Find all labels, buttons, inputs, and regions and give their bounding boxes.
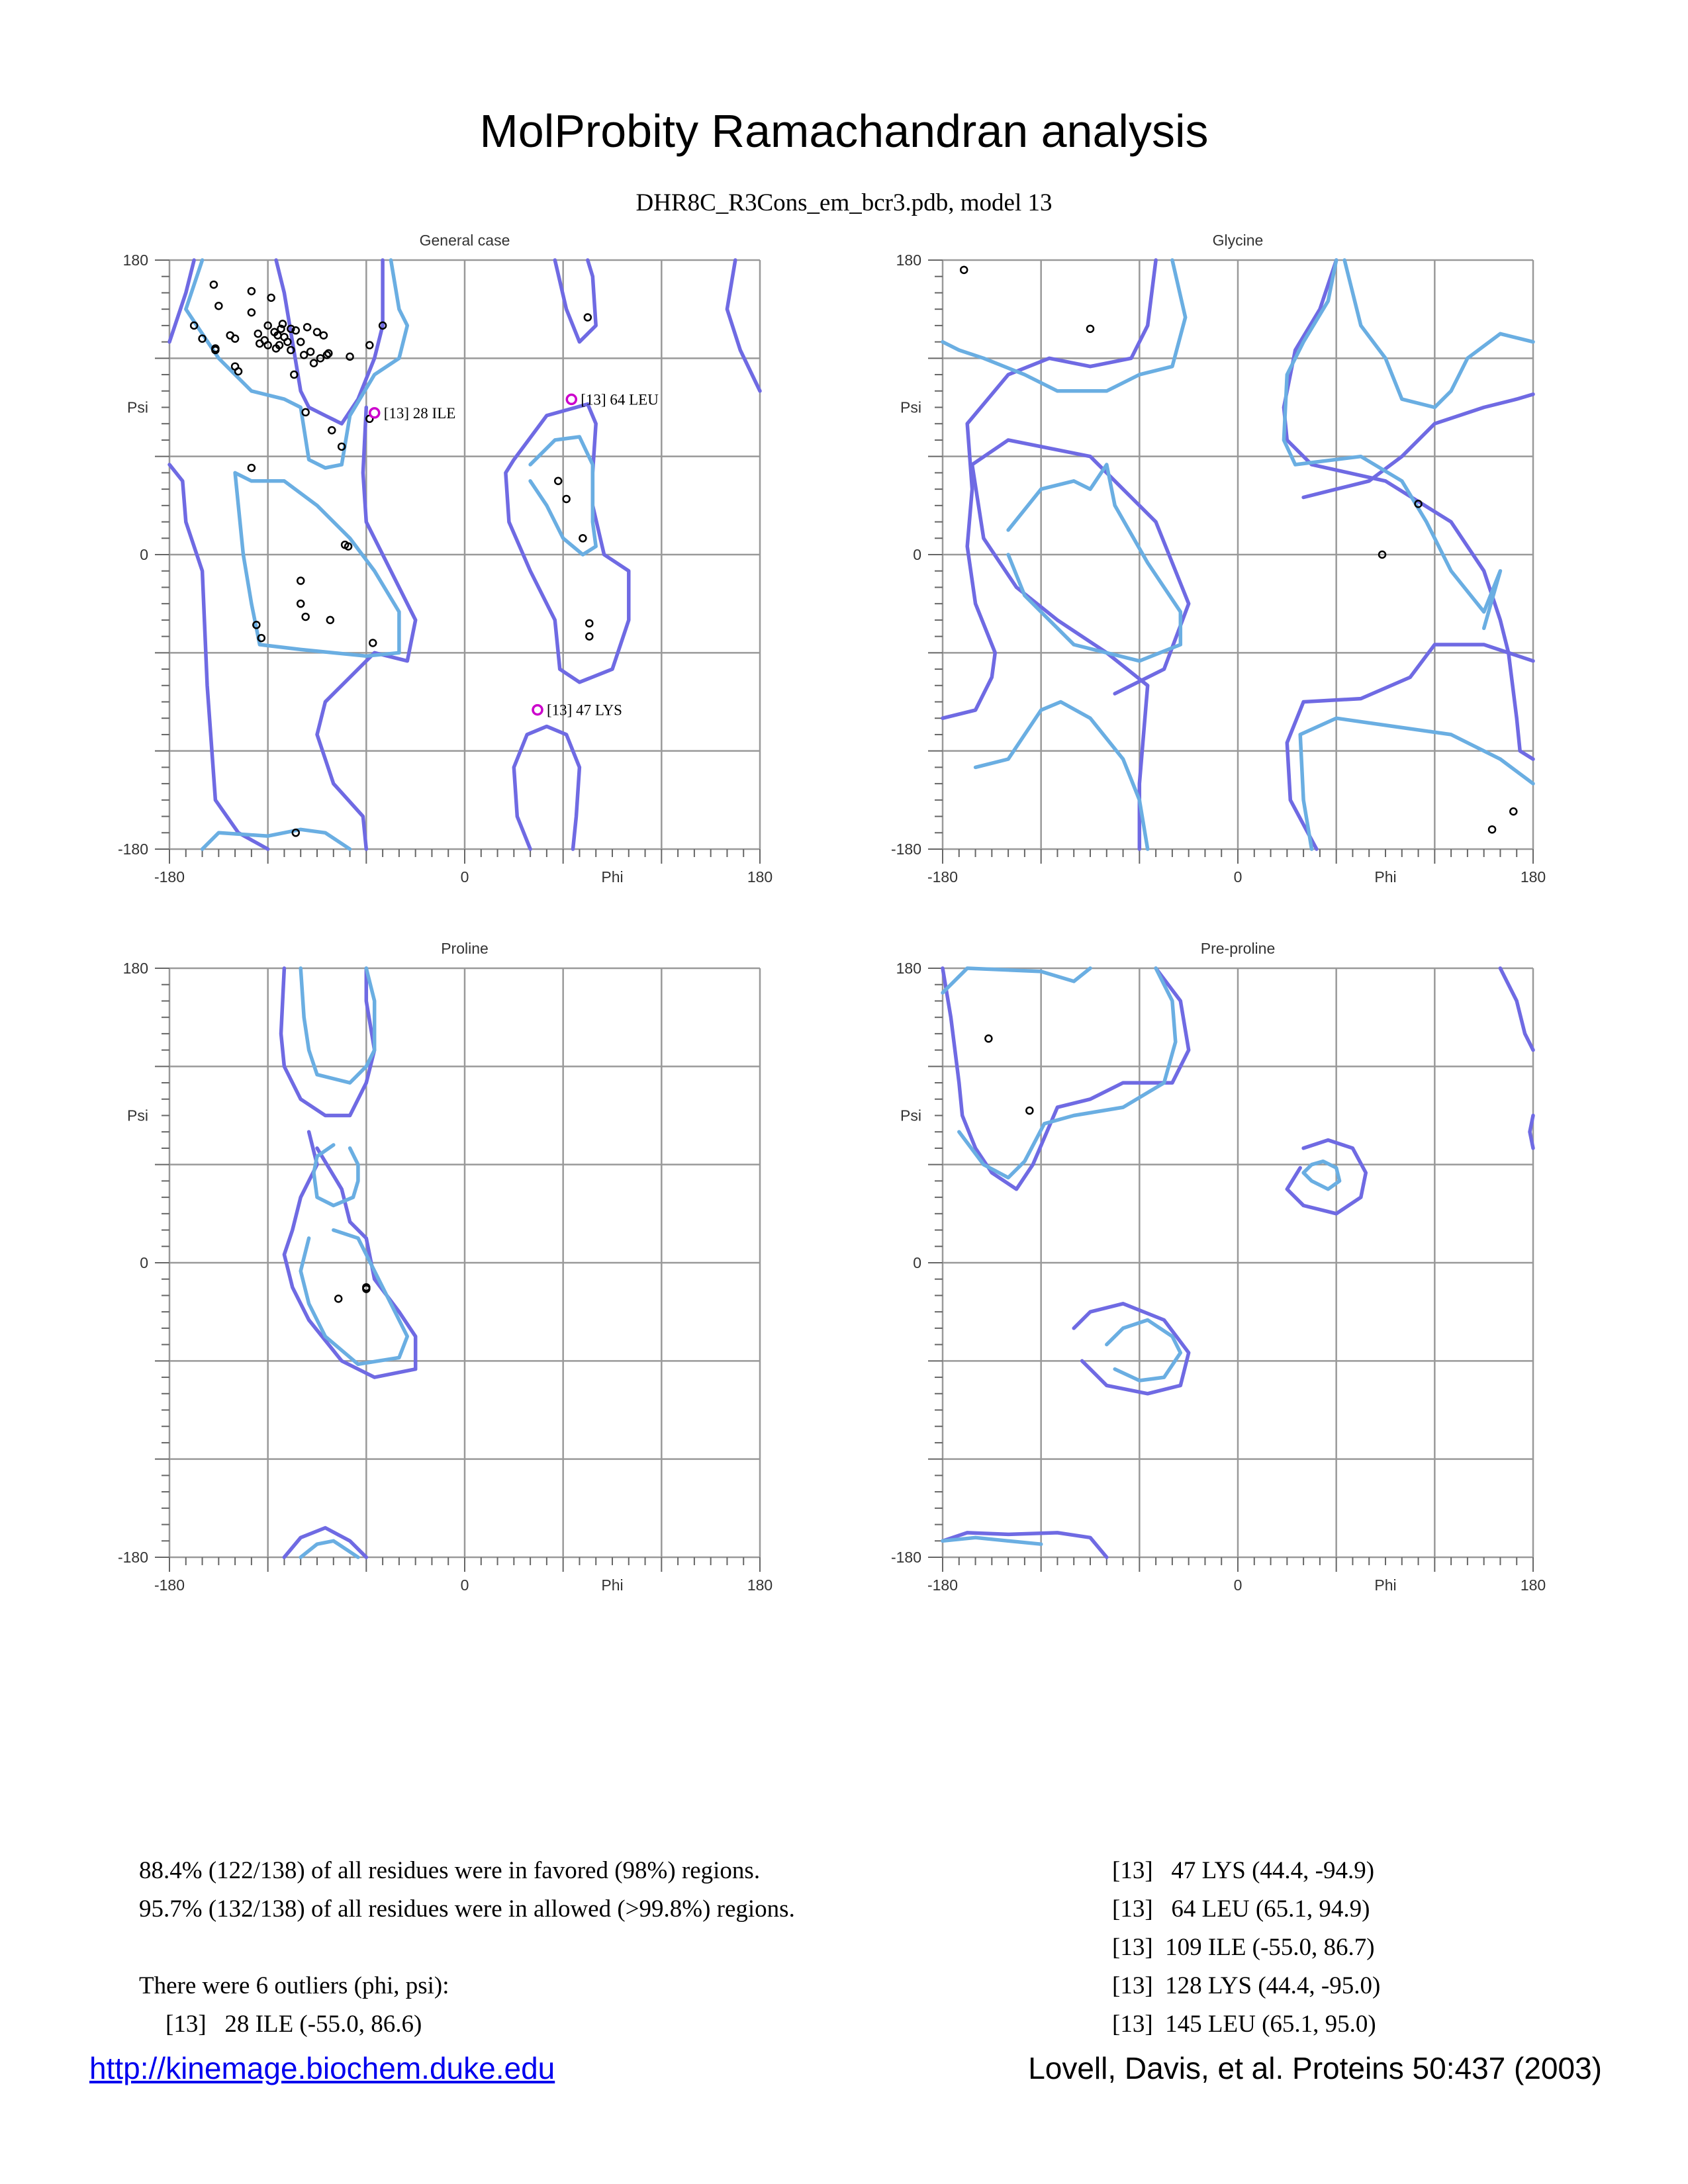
x-tick-label: 0 [1233,1576,1243,1594]
favored-contour [235,473,399,656]
page-title: MolProbity Ramachandran analysis [479,105,1209,157]
data-point [579,535,586,541]
y-tick-label: 180 [122,251,148,269]
data-point [297,578,304,584]
data-point [366,342,373,349]
data-point [585,314,591,321]
data-point [310,360,317,367]
favored-contour [943,1537,1041,1544]
data-point [563,496,570,502]
data-point [303,409,309,416]
outlier-item: [13] 128 LYS (44.4, -95.0) [1112,1972,1381,1999]
allowed-contour [1074,1304,1189,1394]
favored-contour [301,1541,358,1557]
x-tick-label: -180 [154,868,185,886]
data-point [961,267,967,273]
outlier-label: [13] 28 ILE [383,404,456,422]
outlier-point [567,394,576,404]
data-point [586,633,592,640]
data-point [268,295,275,301]
data-point [255,330,261,337]
allowed-contour [555,260,596,342]
allowed-contour [727,260,760,391]
favored-contour [1008,465,1180,661]
outlier-point [370,408,379,418]
x-tick-label: -180 [927,868,959,886]
outlier-point [533,705,542,715]
x-tick-label: 0 [460,1576,469,1594]
favored-contour [959,968,1176,1177]
data-point [1489,826,1495,833]
allowed-contour [1287,1140,1366,1214]
x-tick-label: 180 [747,868,773,886]
x-tick-label: -180 [927,1576,959,1594]
data-point [328,427,335,433]
data-point [1026,1107,1033,1114]
allowed-contour [169,465,268,849]
favored-stat: 88.4% (122/138) of all residues were in favored (98%) regions. [139,1857,761,1884]
outlier-item: [13] 64 LEU (65.1, 94.9) [1112,1895,1370,1923]
allowed-contour [1500,968,1533,1050]
data-point [211,281,217,288]
data-point [248,465,255,471]
data-point [1087,326,1094,332]
favored-contour [203,829,350,849]
panel-title: Glycine [1212,232,1264,249]
x-tick-label: 0 [460,868,469,886]
kinemage-link[interactable]: http://kinemage.biochem.duke.edu [89,2051,555,2085]
data-point [232,336,238,342]
y-tick-label: 180 [896,251,921,269]
x-axis-label: Phi [1374,1576,1397,1594]
y-axis-label: Psi [127,398,148,416]
data-point [235,368,242,375]
data-point [307,348,314,355]
stats-block [139,1852,795,2044]
page-subtitle: DHR8C_R3Cons_em_bcr3.pdb, model 13 [635,189,1053,216]
y-tick-label: -180 [117,1549,148,1566]
favored-contour [301,1230,407,1365]
x-tick-label: 0 [1233,868,1243,886]
data-point [325,350,332,357]
panel-title: Pre-proline [1200,940,1276,957]
rama-panel [118,940,773,1594]
data-point [555,478,561,484]
x-tick-label: 180 [1520,1576,1546,1594]
favored-contour [976,702,1148,850]
favored-contour [943,968,1090,993]
data-point [301,351,307,358]
y-tick-label: 180 [122,960,148,977]
data-point [297,339,304,345]
rama-panel [118,232,773,886]
rama-panel [891,940,1546,1594]
favored-contour [314,1145,358,1206]
x-tick-label: 180 [1520,868,1546,886]
outliers-header: There were 6 outliers (phi, psi): [139,1972,449,1999]
x-axis-label: Phi [601,1576,624,1594]
allowed-contour [943,1533,1107,1557]
data-point [304,324,310,330]
allowed-contour [943,968,1189,1189]
favored-contour [1303,1161,1340,1189]
x-tick-label: 180 [747,1576,773,1594]
y-axis-label: Psi [900,398,921,416]
outlier-item: [13] 145 LEU (65.1, 95.0) [1112,2011,1376,2038]
data-point [1510,808,1517,815]
x-axis-label: Phi [601,868,624,886]
y-tick-label: -180 [890,1549,921,1566]
allowed-contour [1303,394,1533,498]
data-point [303,614,309,620]
favored-contour [1344,260,1533,408]
data-point [335,1295,342,1302]
data-point [215,302,222,309]
citation: Lovell, Davis, et al. Proteins 50:437 (2003) [1028,2051,1602,2085]
data-point [369,640,376,647]
outliers-list [1112,1852,1380,2044]
outlier-label: [13] 64 LEU [581,391,659,408]
y-tick-label: 0 [140,546,148,563]
y-axis-label: Psi [900,1107,921,1124]
outlier-item: [13] 47 LYS (44.4, -94.9) [1112,1857,1375,1884]
x-tick-label: -180 [154,1576,185,1594]
panel-title: Proline [441,940,489,957]
data-point [586,620,592,627]
outlier-item: [13] 109 ILE (-55.0, 86.7) [1112,1934,1375,1961]
data-point [248,288,255,295]
y-tick-label: 0 [913,546,921,563]
y-tick-label: 0 [140,1254,148,1271]
y-tick-label: 180 [896,960,921,977]
x-axis-label: Phi [1374,868,1397,886]
rama-panel [891,232,1546,886]
data-point [284,339,291,345]
data-point [248,309,255,316]
panel-title: General case [419,232,510,249]
allowed-contour [281,968,375,1116]
data-point [320,332,327,339]
allowed-contour [1287,645,1533,849]
y-tick-label: 0 [913,1254,921,1271]
allowed-stat: 95.7% (132/138) of all residues were in allowed (>99.8%) regions. [139,1895,795,1923]
y-tick-label: -180 [117,841,148,858]
allowed-contour [514,727,579,849]
data-point [327,617,334,623]
favored-contour [1300,718,1533,849]
y-tick-label: -180 [890,841,921,858]
data-point [297,600,304,607]
y-axis-label: Psi [127,1107,148,1124]
outlier-label: [13] 47 LYS [547,702,622,719]
outlier-item: [13] 28 ILE (-55.0, 86.6) [165,2011,422,2038]
data-point [314,329,320,336]
data-point [985,1035,992,1042]
